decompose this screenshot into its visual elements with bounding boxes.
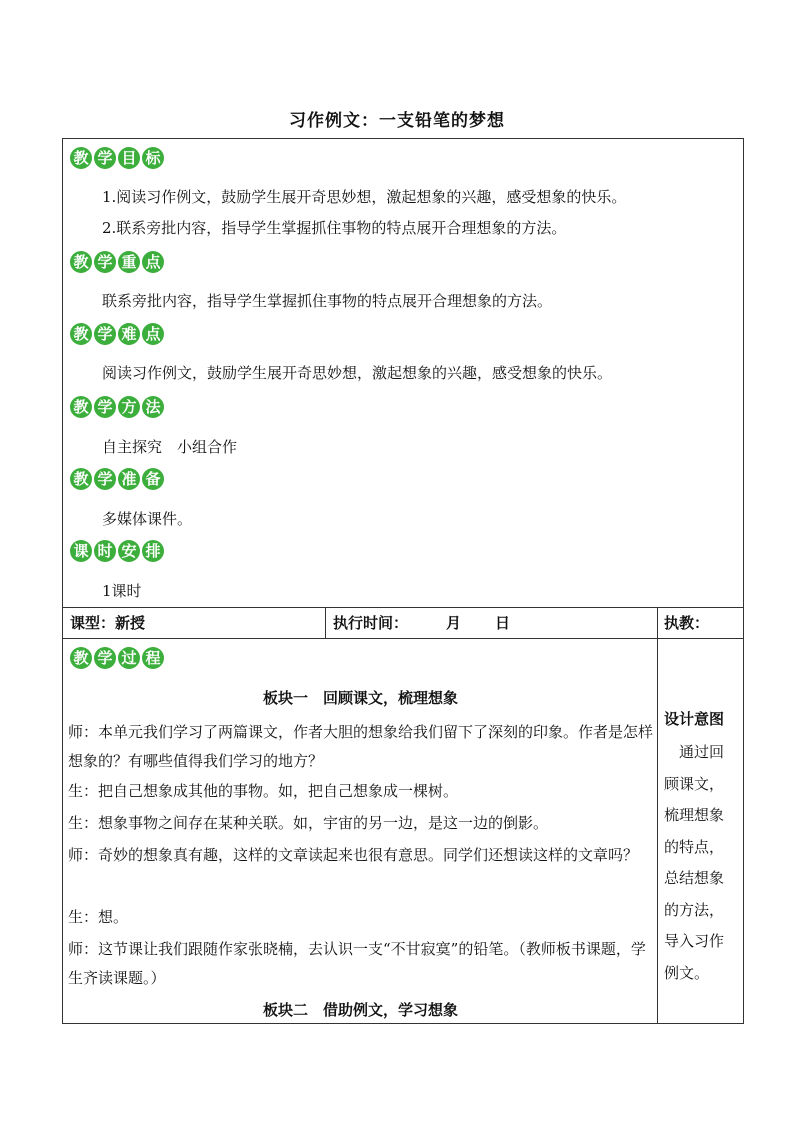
methods-text: 自主探究 小组合作 <box>102 438 238 456</box>
time-label: 执行时间： <box>333 614 409 632</box>
teacher-label: 执教： <box>664 614 710 632</box>
dialogue-line-4: 师：奇妙的想象真有趣，这样的文章读起来也很有意思。同学们还想读这样的文章吗？ <box>68 846 639 864</box>
dialogue-line-1: 师：本单元我们学习了两篇课文，作者大胆的想象给我们留下了深刻的印象。作者是怎样想象的？有哪些值得我们学习的地方？ <box>68 723 654 770</box>
heading-process: 教 学 过 程 <box>70 647 164 673</box>
heading-methods: 教 学 方 法 <box>70 396 164 422</box>
goal-line-2: 2.联系旁批内容，指导学生掌握抓住事物的特点展开合理想象的方法。 <box>102 219 567 237</box>
time-month: 月 <box>446 614 462 632</box>
block-two-title: 板块二 借助例文，学习想象 <box>262 1001 458 1019</box>
block-one-title: 板块一 回顾课文，梳理想象 <box>262 689 458 707</box>
dialogue-line-6: 师：这节课让我们跟随作家张晓楠，去认识一支“不甘寂寞”的铅笔。（教师板书课题，学生齐读课题。） <box>68 940 646 987</box>
time-day: 日 <box>495 614 511 632</box>
difficulties-text: 阅读习作例文，鼓励学生展开奇思妙想，激起想象的兴趣，感受想象的快乐。 <box>102 364 613 382</box>
heading-difficulties: 教 学 难 点 <box>70 323 164 349</box>
heading-key-points: 教 学 重 点 <box>70 251 164 277</box>
dialogue-line-5: 生：想。 <box>68 908 129 926</box>
prep-text: 多媒体课件。 <box>102 510 193 528</box>
lesson-type: 课型：新授 <box>70 614 146 632</box>
process-divider <box>657 638 658 1024</box>
goal-line-1: 1.阅读习作例文，鼓励学生展开奇思妙想，激起想象的兴趣，感受想象的快乐。 <box>102 188 627 206</box>
document-title: 习作例文：一支铅笔的梦想 <box>289 111 505 131</box>
meta-divider-2 <box>657 607 658 639</box>
heading-schedule: 课 时 安 排 <box>70 540 164 566</box>
meta-divider-1 <box>325 607 326 639</box>
heading-goals: 教 学 目 标 <box>70 147 164 173</box>
dialogue-line-3: 生：想象事物之间存在某种关联。如，宇宙的另一边，是这一边的倒影。 <box>68 814 549 832</box>
dialogue-line-2: 生：把自己想象成其他的事物。如，把自己想象成一棵树。 <box>68 782 459 800</box>
key-points-text: 联系旁批内容，指导学生掌握抓住事物的特点展开合理想象的方法。 <box>102 292 553 310</box>
heading-prep: 教 学 准 备 <box>70 468 164 494</box>
design-intent-label: 设计意图 <box>664 710 725 728</box>
design-intent-text: 通过回顾课文，梳理想象的特点，总结想象的方法，导入习作例文。 <box>664 743 725 982</box>
schedule-text: 1课时 <box>102 582 142 600</box>
